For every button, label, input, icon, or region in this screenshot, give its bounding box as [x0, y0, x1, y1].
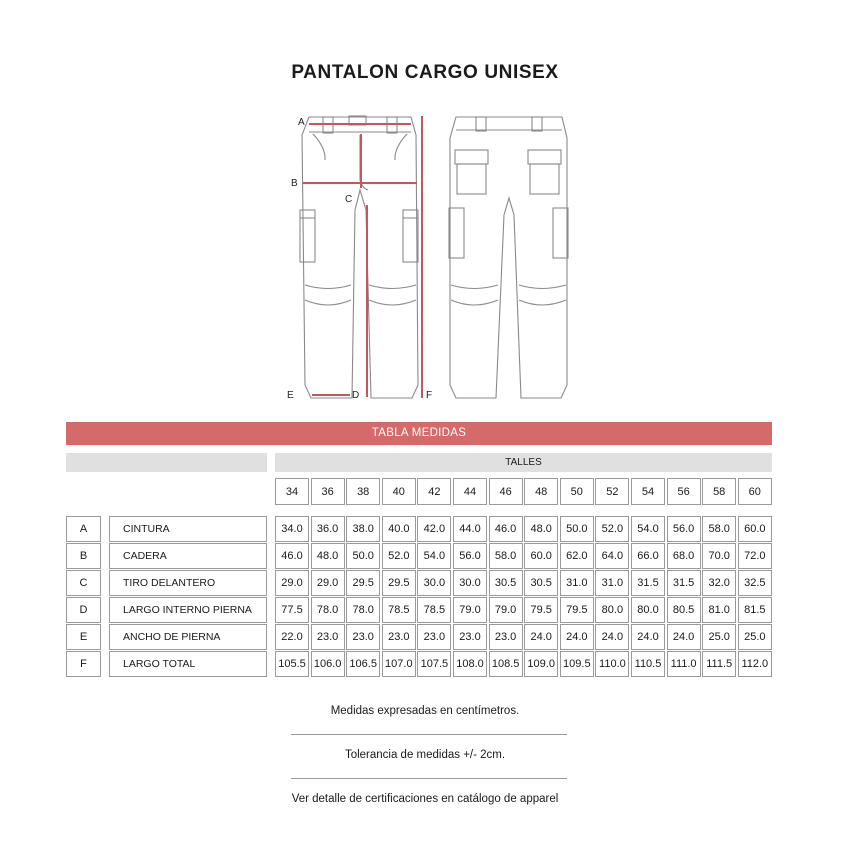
measurement-cell: 23.0 [453, 624, 487, 650]
measurement-cell: 78.5 [417, 597, 451, 623]
measurement-cell: 32.5 [738, 570, 772, 596]
measurement-cell: 30.5 [524, 570, 558, 596]
measurement-cell: 106.0 [311, 651, 345, 677]
measurement-cell: 31.0 [560, 570, 594, 596]
measurement-cell: 64.0 [595, 543, 629, 569]
size-header-cell: 58 [702, 478, 736, 505]
row-code-cell: D [66, 597, 101, 623]
row-code-cell: C [66, 570, 101, 596]
measurement-cell: 58.0 [489, 543, 523, 569]
row-name-cell: CINTURA [109, 516, 267, 542]
measurement-cell: 24.0 [560, 624, 594, 650]
size-header-cell: 56 [667, 478, 701, 505]
diagram-label-d: D [352, 390, 360, 401]
size-header-cell: 34 [275, 478, 309, 505]
size-header-cell: 54 [631, 478, 665, 505]
measurement-cell: 23.0 [489, 624, 523, 650]
measurement-cell: 108.5 [489, 651, 523, 677]
measurement-cell: 60.0 [738, 516, 772, 542]
measurement-cell: 42.0 [417, 516, 451, 542]
measurement-cell: 54.0 [631, 516, 665, 542]
note-tolerance: Tolerancia de medidas +/- 2cm. [344, 749, 506, 761]
measurement-cell: 60.0 [524, 543, 558, 569]
measurement-cell: 78.0 [311, 597, 345, 623]
row-name-cell: TIRO DELANTERO [109, 570, 267, 596]
measurement-cell: 24.0 [667, 624, 701, 650]
measurement-cell: 70.0 [702, 543, 736, 569]
measurement-cell: 80.5 [667, 597, 701, 623]
row-name-cell: CADERA [109, 543, 267, 569]
row-code-cell: A [66, 516, 101, 542]
measurement-cell: 79.5 [524, 597, 558, 623]
measurement-cell: 25.0 [702, 624, 736, 650]
measurement-cell: 107.5 [417, 651, 451, 677]
measurement-cell: 108.0 [453, 651, 487, 677]
row-name-cell: ANCHO DE PIERNA [109, 624, 267, 650]
measurement-cell: 66.0 [631, 543, 665, 569]
pants-front-view [300, 116, 418, 398]
measurement-cell: 80.0 [595, 597, 629, 623]
measurement-cell: 62.0 [560, 543, 594, 569]
size-header-cell: 52 [595, 478, 629, 505]
measurement-cell: 50.0 [346, 543, 380, 569]
measurement-cell: 78.5 [382, 597, 416, 623]
measurement-cell: 79.5 [560, 597, 594, 623]
page-title: PANTALON CARGO UNISEX [291, 62, 559, 83]
measurement-cell: 38.0 [346, 516, 380, 542]
measurement-cell: 50.0 [560, 516, 594, 542]
measurement-cell: 32.0 [702, 570, 736, 596]
measurement-cell: 30.5 [489, 570, 523, 596]
measurement-cell: 112.0 [738, 651, 772, 677]
separator [291, 734, 567, 735]
size-header-cell: 36 [311, 478, 345, 505]
size-header-cell: 38 [346, 478, 380, 505]
measurement-cell: 46.0 [275, 543, 309, 569]
measurement-cell: 79.0 [489, 597, 523, 623]
measurement-cell: 31.0 [595, 570, 629, 596]
row-code-cell: F [66, 651, 101, 677]
measurement-cell: 78.0 [346, 597, 380, 623]
measurement-cell: 29.5 [346, 570, 380, 596]
size-header-cell: 46 [489, 478, 523, 505]
measurement-cell: 25.0 [738, 624, 772, 650]
measurement-cell: 111.0 [667, 651, 701, 677]
size-header-cell: 44 [453, 478, 487, 505]
measurement-cell: 80.0 [631, 597, 665, 623]
size-header-cell: 48 [524, 478, 558, 505]
pants-diagram [0, 0, 850, 420]
measurement-cell: 31.5 [631, 570, 665, 596]
diagram-label-f: F [426, 390, 433, 401]
measurement-cell: 48.0 [524, 516, 558, 542]
measurement-cell: 81.0 [702, 597, 736, 623]
measurement-cell: 36.0 [311, 516, 345, 542]
measurement-cell: 54.0 [417, 543, 451, 569]
measurement-cell: 68.0 [667, 543, 701, 569]
measurement-cell: 30.0 [453, 570, 487, 596]
measurement-cell: 81.5 [738, 597, 772, 623]
measurement-cell: 23.0 [346, 624, 380, 650]
size-header-cell: 60 [738, 478, 772, 505]
size-header-cell: 40 [382, 478, 416, 505]
pants-back-view [449, 117, 568, 398]
measurement-cell: 23.0 [382, 624, 416, 650]
measurement-cell: 107.0 [382, 651, 416, 677]
measurement-cell: 29.0 [275, 570, 309, 596]
size-header-cell: 50 [560, 478, 594, 505]
measurement-cell: 56.0 [453, 543, 487, 569]
measurement-cell: 109.0 [524, 651, 558, 677]
diagram-label-c: C [345, 194, 353, 205]
measurement-cell: 58.0 [702, 516, 736, 542]
measurement-cell: 29.5 [382, 570, 416, 596]
table-header-bar: TABLA MEDIDAS [66, 422, 772, 445]
measurement-cell: 31.5 [667, 570, 701, 596]
row-name-cell: LARGO INTERNO PIERNA [109, 597, 267, 623]
measurement-cell: 56.0 [667, 516, 701, 542]
row-code-cell: B [66, 543, 101, 569]
sizes-header: TALLES [275, 453, 772, 472]
note-certifications: Ver detalle de certificaciones en catálogo de apparel [291, 793, 559, 805]
measurement-cell: 105.5 [275, 651, 309, 677]
measurement-cell: 40.0 [382, 516, 416, 542]
measurement-cell: 23.0 [311, 624, 345, 650]
measurement-cell: 24.0 [631, 624, 665, 650]
measurement-cell: 52.0 [382, 543, 416, 569]
measurement-cell: 106.5 [346, 651, 380, 677]
measurement-cell: 46.0 [489, 516, 523, 542]
measurement-cell: 110.0 [595, 651, 629, 677]
note-units: Medidas expresadas en centímetros. [330, 705, 520, 717]
measurement-cell: 24.0 [524, 624, 558, 650]
diagram-label-e: E [287, 390, 294, 401]
row-name-cell: LARGO TOTAL [109, 651, 267, 677]
measurement-cell: 24.0 [595, 624, 629, 650]
measurement-cell: 111.5 [702, 651, 736, 677]
measurement-cell: 30.0 [417, 570, 451, 596]
measurement-cell: 109.5 [560, 651, 594, 677]
measurement-cell: 23.0 [417, 624, 451, 650]
measurement-cell: 77.5 [275, 597, 309, 623]
diagram-label-a: A [298, 117, 305, 128]
measurement-cell: 22.0 [275, 624, 309, 650]
separator [291, 778, 567, 779]
measurement-cell: 44.0 [453, 516, 487, 542]
measurement-cell: 29.0 [311, 570, 345, 596]
measurement-cell: 48.0 [311, 543, 345, 569]
measurement-cell: 79.0 [453, 597, 487, 623]
size-header-cell: 42 [417, 478, 451, 505]
measurement-cell: 72.0 [738, 543, 772, 569]
measurement-cell: 52.0 [595, 516, 629, 542]
row-code-cell: E [66, 624, 101, 650]
table-subheader-left [66, 453, 267, 472]
diagram-label-b: B [291, 178, 298, 189]
measurement-cell: 110.5 [631, 651, 665, 677]
measurement-cell: 34.0 [275, 516, 309, 542]
